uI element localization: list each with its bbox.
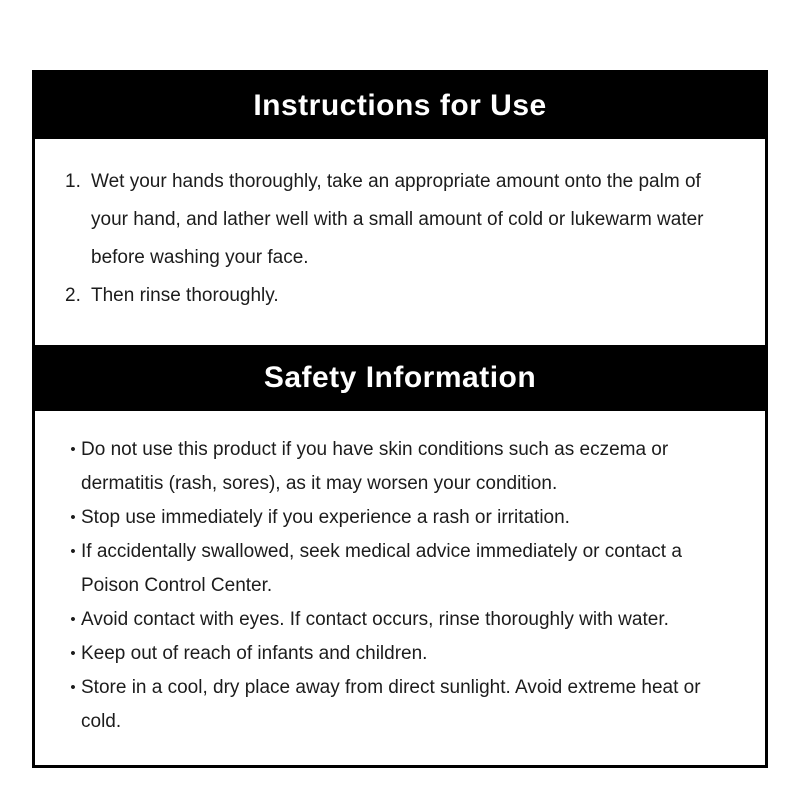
instruction-number: 1. — [65, 171, 81, 192]
safety-item-text: Keep out of reach of infants and children. — [81, 643, 428, 664]
instructions-list — [65, 163, 731, 315]
safety-item-text: Do not use this product if you have skin conditions such as eczema or dermatitis (rash, sores), as it may worsen your condition. — [81, 439, 669, 494]
instruction-item-2 — [65, 277, 731, 315]
safety-item-4 — [53, 603, 735, 637]
safety-item-5 — [53, 637, 735, 671]
safety-item-1 — [53, 433, 735, 501]
product-label-panel — [32, 70, 768, 768]
safety-title: Safety Information — [263, 361, 537, 394]
bullet-icon: • — [70, 543, 76, 560]
bullet-icon: • — [70, 441, 76, 458]
safety-item-3 — [53, 535, 735, 603]
bullet-icon: • — [70, 645, 76, 662]
instruction-number: 2. — [65, 285, 81, 306]
instructions-title: Instructions for Use — [253, 89, 547, 122]
safety-item-6 — [53, 671, 735, 739]
instructions-body — [35, 139, 765, 345]
bullet-icon: • — [70, 679, 76, 696]
safety-item-text: If accidentally swallowed, seek medical advice immediately or contact a Poison Control Center. — [81, 541, 682, 596]
instruction-text: Wet your hands thoroughly, take an appropriate amount onto the palm of your hand, and lather well with a small amount of cold or lukewarm water before washing your face. — [91, 171, 704, 268]
safety-item-2 — [53, 501, 735, 535]
instructions-header — [35, 73, 765, 139]
safety-list — [53, 433, 735, 739]
safety-header — [35, 345, 765, 411]
instruction-text: Then rinse thoroughly. — [91, 285, 279, 306]
safety-item-text: Store in a cool, dry place away from direct sunlight. Avoid extreme heat or cold. — [81, 677, 701, 732]
bullet-icon: • — [70, 509, 76, 526]
safety-item-text: Stop use immediately if you experience a rash or irritation. — [81, 507, 570, 528]
safety-item-text: Avoid contact with eyes. If contact occurs, rinse thoroughly with water. — [81, 609, 669, 630]
bullet-icon: • — [70, 611, 76, 628]
safety-body — [35, 411, 765, 765]
instruction-item-1 — [65, 163, 731, 277]
